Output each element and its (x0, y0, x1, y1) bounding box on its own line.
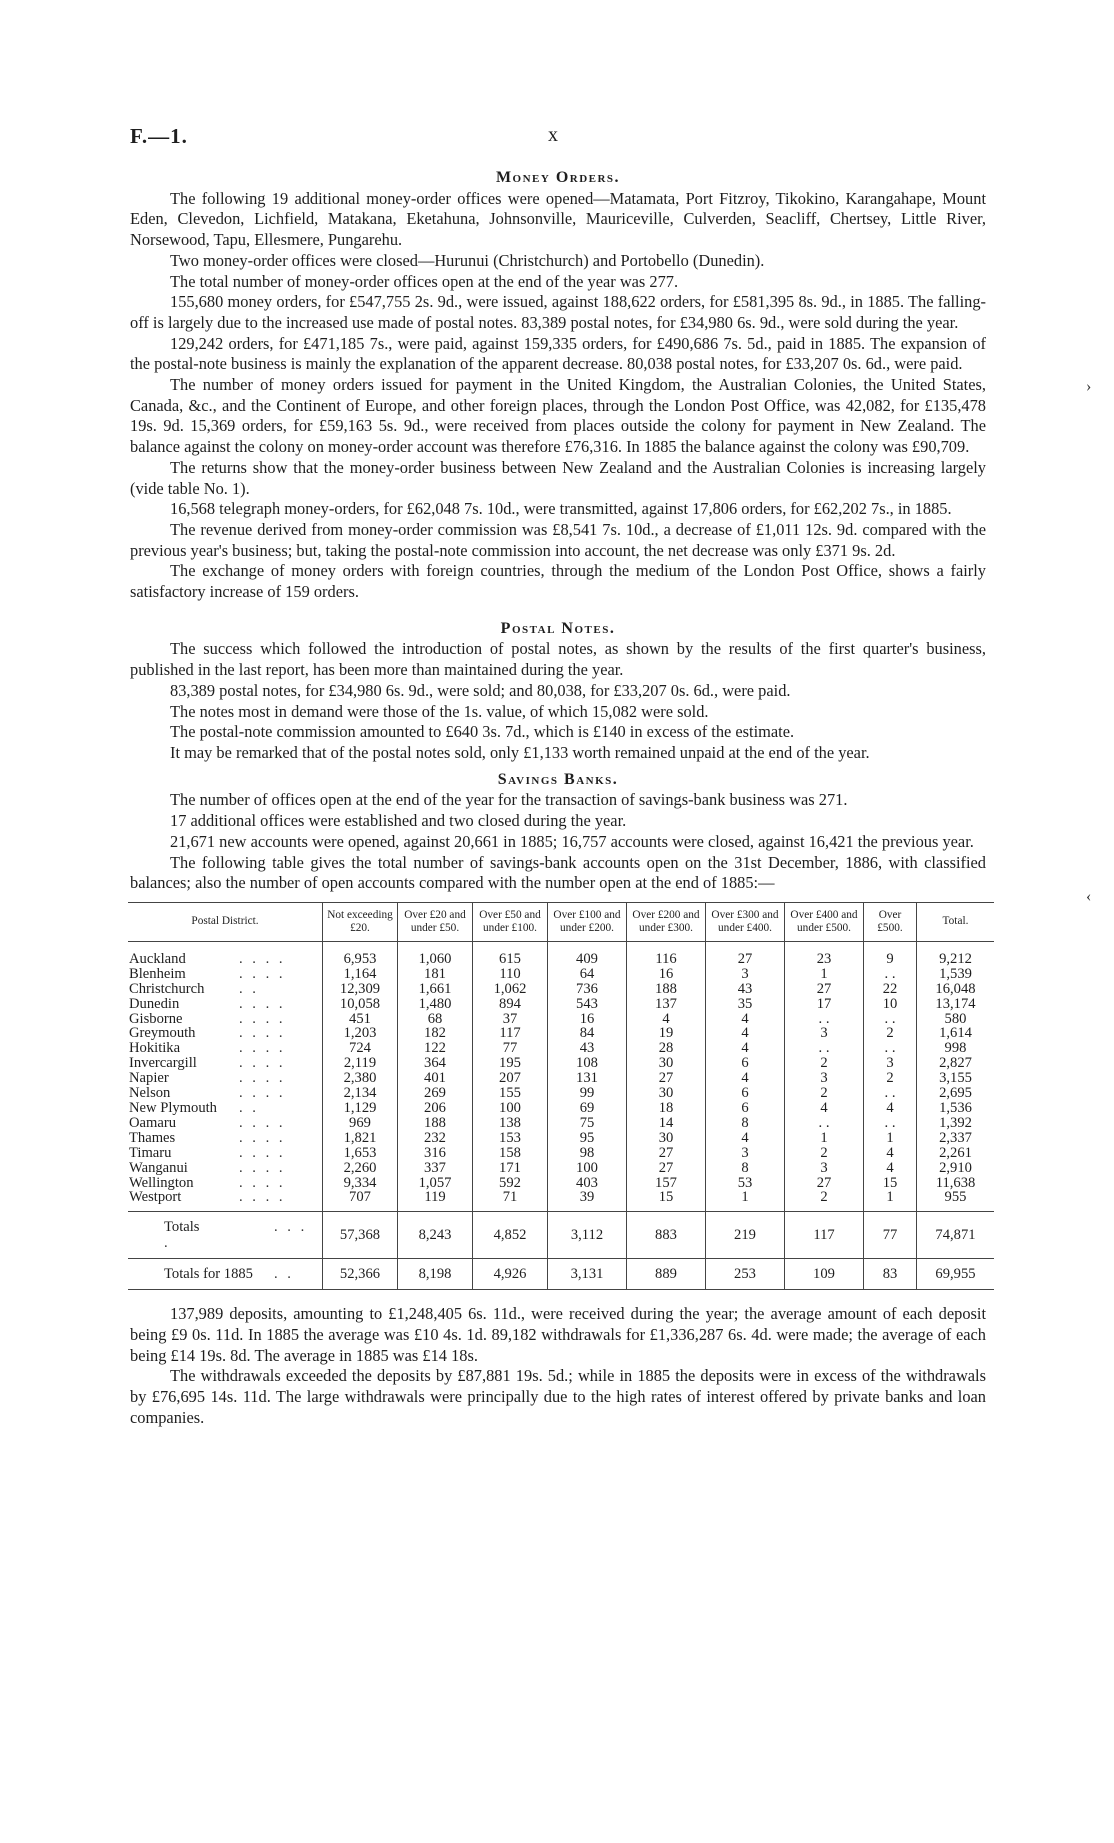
value-cell: 30 (627, 1056, 706, 1071)
paragraph: 137,989 deposits, amounting to £1,248,405 6s. 11d., were received during the year; the average amount of each deposit being £9 0s. 11d. In 1885 the average was £10 4s. 1d. 89,182 withdrawals for £1,336,287 6s. 4d. were made; the average of each being £14 19s. 8d. The average in 1885 was £14 18s. (130, 1304, 986, 1365)
column-header: Over £500. (864, 902, 917, 941)
value-cell: 137 (627, 997, 706, 1012)
value-cell: 6 (706, 1086, 785, 1101)
leader-dots: . . . . (239, 1129, 286, 1146)
value-cell: 1 (785, 1131, 864, 1146)
value-cell: 1,821 (323, 1131, 398, 1146)
value-cell: 11,638 (917, 1176, 995, 1191)
value-cell: 4 (706, 1131, 785, 1146)
leader-dots: . . . . (239, 1174, 286, 1191)
value-cell: 84 (548, 1026, 627, 1041)
paragraph: The number of money orders issued for payment in the United Kingdom, the Australian Colonies, the United States, Canada, &c., and the Continent of Europe, and other foreign places, through the London Post Office, was 42,082, for £135,478 19s. 9d. 15,369 orders, for £59,163 5s. 9d., were received from places outside the colony for payment in New Zealand. The balance against the colony on money-order account was therefore £76,316. In 1885 the balance against the colony was £90,709. (130, 375, 986, 457)
value-cell: 119 (398, 1190, 473, 1205)
leader-dots: . . . . (239, 1055, 286, 1072)
district-cell (128, 1161, 323, 1176)
paragraph: The following 19 additional money-order offices were opened—Matamata, Port Fitzroy, Tikokino, Karangahape, Mount Eden, Clevedon, Lichfield, Matakana, Eketahuna, Johnsonville, Mauriceville, Culverden, Seacliff, Chertsey, Little River, Norsewood, Tapu, Ellesmere, Pungarehu. (130, 188, 986, 250)
margin-mark: ‹ (1086, 888, 1092, 905)
district-name: Gisborne (129, 1010, 183, 1027)
value-cell: 77 (864, 1212, 917, 1259)
paragraph: The postal-note commission amounted to £640 3s. 7d., which is £140 in excess of the estimate. (170, 722, 795, 742)
table-row (128, 1131, 994, 1146)
leader-dots: . . . . (239, 950, 286, 967)
district-name: Greymouth (129, 1025, 196, 1042)
leader-dots: . . . . (239, 1040, 286, 1057)
value-cell: 3 (864, 1056, 917, 1071)
value-cell: 4 (706, 1041, 785, 1056)
value-cell: 195 (473, 1056, 548, 1071)
value-cell: 543 (548, 997, 627, 1012)
value-cell: 3 (706, 967, 785, 982)
value-cell: . . (864, 967, 917, 982)
value-cell: 615 (473, 952, 548, 967)
value-cell: 2 (785, 1146, 864, 1161)
value-cell: 2,119 (323, 1056, 398, 1071)
paragraph: 83,389 postal notes, for £34,980 6s. 9d., were sold; and 80,038, for £33,207 0s. 6d., were paid. (170, 680, 791, 700)
value-cell: 1,164 (323, 967, 398, 982)
leader-dots: . . . . (239, 995, 286, 1012)
district-name: Timaru (129, 1144, 172, 1161)
paragraph: Two money-order offices were closed—Hurunui (Christchurch) and Portobello (Dunedin). (170, 250, 765, 270)
value-cell: 27 (627, 1071, 706, 1086)
district-name: Auckland (129, 950, 186, 967)
value-cell: 364 (398, 1056, 473, 1071)
value-cell: 3 (785, 1071, 864, 1086)
table-row (128, 1190, 994, 1205)
district-cell (128, 1086, 323, 1101)
value-cell: 19 (627, 1026, 706, 1041)
district-cell (128, 1212, 323, 1259)
value-cell: 43 (548, 1041, 627, 1056)
value-cell: 580 (917, 1012, 995, 1027)
district-name: Wellington (129, 1174, 194, 1191)
value-cell: 23 (785, 952, 864, 967)
value-cell: 16,048 (917, 982, 995, 997)
leader-dots: . . . . (239, 1159, 286, 1176)
value-cell: 253 (706, 1259, 785, 1290)
value-cell: 27 (627, 1146, 706, 1161)
table-row (128, 1086, 994, 1101)
value-cell: 4,852 (473, 1212, 548, 1259)
value-cell: 69,955 (917, 1259, 995, 1290)
value-cell: 158 (473, 1146, 548, 1161)
value-cell: 108 (548, 1056, 627, 1071)
page-reference: F.—1. (130, 124, 188, 148)
value-cell: 1,392 (917, 1116, 995, 1131)
value-cell: 15 (864, 1176, 917, 1191)
value-cell: . . (785, 1012, 864, 1027)
value-cell: 52,366 (323, 1259, 398, 1290)
column-header: Over £100 and under £200. (548, 902, 627, 941)
value-cell: 3 (785, 1026, 864, 1041)
value-cell: 117 (785, 1212, 864, 1259)
value-cell: 4,926 (473, 1259, 548, 1290)
value-cell: 83 (864, 1259, 917, 1290)
value-cell: 2,910 (917, 1161, 995, 1176)
value-cell: 1,129 (323, 1101, 398, 1116)
district-name: Christchurch (129, 980, 205, 997)
value-cell: 100 (548, 1161, 627, 1176)
value-cell: 27 (627, 1161, 706, 1176)
value-cell: 16 (627, 967, 706, 982)
district-name: Dunedin (129, 995, 180, 1012)
value-cell: 28 (627, 1041, 706, 1056)
district-name: Thames (129, 1129, 176, 1146)
value-cell: 95 (548, 1131, 627, 1146)
heading-savings-banks: Savings Banks. (497, 770, 619, 788)
value-cell: 2 (864, 1026, 917, 1041)
district-cell (128, 1131, 323, 1146)
value-cell: 157 (627, 1176, 706, 1191)
value-cell: 1,060 (398, 952, 473, 967)
leader-dots: . . . . (239, 965, 286, 982)
value-cell: 30 (627, 1131, 706, 1146)
leader-dots: . . . . (239, 1085, 286, 1102)
value-cell: 1,539 (917, 967, 995, 982)
district-cell (128, 982, 323, 997)
value-cell: 1,653 (323, 1146, 398, 1161)
value-cell: 110 (473, 967, 548, 982)
value-cell: 1 (864, 1131, 917, 1146)
paragraph: 155,680 money orders, for £547,755 2s. 9d., were issued, against 188,622 orders, for £581,395 8s. 9d., in 1885. The falling-off is largely due to the increased use made of postal notes. 83,389 postal notes, for £34,980 6s. 9d., were sold during the year. (130, 292, 986, 332)
value-cell: 8 (706, 1161, 785, 1176)
value-cell: 1,057 (398, 1176, 473, 1191)
district-cell (128, 997, 323, 1012)
value-cell: 724 (323, 1041, 398, 1056)
value-cell: 1,536 (917, 1101, 995, 1116)
value-cell: 188 (398, 1116, 473, 1131)
leader-dots: . . . . (239, 1144, 286, 1161)
paragraph: The exchange of money orders with foreign countries, through the medium of the London Post Office, shows a fairly satisfactory increase of 159 orders. (130, 561, 986, 602)
value-cell: 15 (627, 1190, 706, 1205)
value-cell: 16 (548, 1012, 627, 1027)
value-cell: 188 (627, 982, 706, 997)
paragraph: The withdrawals exceeded the deposits by £87,881 19s. 5d.; while in 1885 the deposits were in excess of the withdrawals by £76,695 14s. 11d. The large withdrawals were principally due to the high rates of interest offered by private banks and loan companies. (130, 1366, 986, 1427)
table-row (128, 1146, 994, 1161)
value-cell: 955 (917, 1190, 995, 1205)
value-cell: 8,243 (398, 1212, 473, 1259)
value-cell: 1 (864, 1190, 917, 1205)
totals-row (128, 1212, 994, 1259)
leader-dots: . . (239, 1099, 259, 1116)
district-name: Blenheim (129, 965, 186, 982)
value-cell: 894 (473, 997, 548, 1012)
value-cell: 232 (398, 1131, 473, 1146)
table-row (128, 1026, 994, 1041)
value-cell: 74,871 (917, 1212, 995, 1259)
value-cell: . . (864, 1086, 917, 1101)
paragraph: 17 additional offices were established and two closed during the year. (170, 811, 627, 831)
district-cell (128, 1146, 323, 1161)
district-cell (128, 1056, 323, 1071)
value-cell: 998 (917, 1041, 995, 1056)
value-cell: 2 (785, 1086, 864, 1101)
value-cell: 4 (864, 1101, 917, 1116)
district-cell (128, 1259, 323, 1290)
leader-dots: . . . . (239, 1189, 286, 1206)
savings-banks-section (130, 790, 986, 894)
district-name: Westport (129, 1189, 182, 1206)
table-row (128, 1041, 994, 1056)
value-cell: 316 (398, 1146, 473, 1161)
value-cell: 182 (398, 1026, 473, 1041)
value-cell: . . (864, 1012, 917, 1027)
value-cell: 2,695 (917, 1086, 995, 1101)
value-cell: 98 (548, 1146, 627, 1161)
value-cell: 57,368 (323, 1212, 398, 1259)
value-cell: 4 (864, 1146, 917, 1161)
value-cell: 2,380 (323, 1071, 398, 1086)
value-cell: 207 (473, 1071, 548, 1086)
value-cell: 99 (548, 1086, 627, 1101)
value-cell: 3,131 (548, 1259, 627, 1290)
district-cell (128, 1116, 323, 1131)
paragraph: It may be remarked that of the postal notes sold, only £1,133 worth remained unpaid at the end of the year. (170, 742, 870, 762)
column-header: Over £20 and under £50. (398, 902, 473, 941)
value-cell: 37 (473, 1012, 548, 1027)
paragraph: The notes most in demand were those of the 1s. value, of which 15,082 were sold. (170, 701, 709, 721)
money-orders-section (130, 189, 986, 603)
value-cell: 116 (627, 952, 706, 967)
value-cell: 9,334 (323, 1176, 398, 1191)
value-cell: 889 (627, 1259, 706, 1290)
table-row (128, 997, 994, 1012)
column-header: Over £300 and under £400. (706, 902, 785, 941)
leader-dots: . . . . (239, 1010, 286, 1027)
district-cell (128, 952, 323, 967)
district-cell (128, 1190, 323, 1205)
value-cell: 6 (706, 1101, 785, 1116)
value-cell: 8 (706, 1116, 785, 1131)
value-cell: 171 (473, 1161, 548, 1176)
district-cell (128, 1041, 323, 1056)
value-cell: 4 (706, 1071, 785, 1086)
district-cell (128, 1101, 323, 1116)
value-cell: 1,661 (398, 982, 473, 997)
leader-dots: . . . . (239, 1070, 286, 1087)
content-column (130, 168, 986, 1429)
leader-dots: . . . . (239, 1025, 286, 1042)
value-cell: 27 (785, 982, 864, 997)
value-cell: 736 (548, 982, 627, 997)
value-cell: 4 (864, 1161, 917, 1176)
value-cell: 592 (473, 1176, 548, 1191)
value-cell: 117 (473, 1026, 548, 1041)
value-cell: 401 (398, 1071, 473, 1086)
value-cell: 64 (548, 967, 627, 982)
district-name: Hokitika (129, 1040, 181, 1057)
value-cell: 4 (706, 1026, 785, 1041)
table-row (128, 1012, 994, 1027)
value-cell: 8,198 (398, 1259, 473, 1290)
district-cell (128, 1012, 323, 1027)
value-cell: 409 (548, 952, 627, 967)
column-header: Not exceeding £20. (323, 902, 398, 941)
value-cell: 451 (323, 1012, 398, 1027)
value-cell: 219 (706, 1212, 785, 1259)
value-cell: 12,309 (323, 982, 398, 997)
value-cell: 131 (548, 1071, 627, 1086)
value-cell: 2,827 (917, 1056, 995, 1071)
district-cell (128, 1071, 323, 1086)
value-cell: 1,062 (473, 982, 548, 997)
table-row (128, 952, 994, 967)
value-cell: 27 (706, 952, 785, 967)
value-cell: 6 (706, 1056, 785, 1071)
value-cell: 2 (785, 1190, 864, 1205)
value-cell: 53 (706, 1176, 785, 1191)
paragraph: The success which followed the introduction of postal notes, as shown by the results of the first quarter's business, published in the last report, has been more than maintained during the year. (130, 639, 986, 680)
value-cell: 969 (323, 1116, 398, 1131)
value-cell: . . (864, 1116, 917, 1131)
value-cell: 1,480 (398, 997, 473, 1012)
value-cell: . . (785, 1041, 864, 1056)
value-cell: 43 (706, 982, 785, 997)
value-cell: 2 (785, 1056, 864, 1071)
leader-dots: . . . . (164, 1219, 308, 1252)
value-cell: 2,260 (323, 1161, 398, 1176)
value-cell: 3 (706, 1146, 785, 1161)
heading-money-orders: Money Orders. (495, 169, 621, 186)
value-cell: 10,058 (323, 997, 398, 1012)
leader-dots: . . (274, 1266, 294, 1283)
leader-dots: . . (239, 980, 259, 997)
value-cell: 1 (706, 1190, 785, 1205)
district-name: Wanganui (129, 1159, 188, 1176)
district-cell (128, 1176, 323, 1191)
paragraph: The returns show that the money-order business between New Zealand and the Australian Colonies is increasing largely (vide table No. 1). (130, 457, 986, 498)
value-cell: 4 (627, 1012, 706, 1027)
district-name: Nelson (129, 1085, 171, 1102)
value-cell: 2,337 (917, 1131, 995, 1146)
paragraph: The number of offices open at the end of the year for the transaction of savings-bank business was 271. (170, 790, 848, 810)
value-cell: 35 (706, 997, 785, 1012)
table-row (128, 967, 994, 982)
paragraph: 129,242 orders, for £471,185 7s., were paid, against 159,335 orders, for £490,686 7s. 5d., paid in 1885. The expansion of the postal-note business is mainly the explanation of the apparent decrease. 80,038 postal notes, for £33,207 0s. 6d., were paid. (130, 333, 986, 374)
page-number: x (548, 124, 558, 146)
column-header: Over £400 and under £500. (785, 902, 864, 941)
paragraph: 21,671 new accounts were opened, against 20,661 in 1885; 16,757 accounts were closed, against 16,421 the previous year. (170, 831, 974, 851)
table-row (128, 1056, 994, 1071)
savings-bank-accounts-table (128, 902, 994, 1290)
district-cell (128, 967, 323, 982)
value-cell: 4 (785, 1101, 864, 1116)
value-cell: 138 (473, 1116, 548, 1131)
table-row (128, 982, 994, 997)
value-cell: 269 (398, 1086, 473, 1101)
value-cell: . . (864, 1041, 917, 1056)
value-cell: 1,203 (323, 1026, 398, 1041)
value-cell: 155 (473, 1086, 548, 1101)
value-cell: 883 (627, 1212, 706, 1259)
value-cell: 68 (398, 1012, 473, 1027)
value-cell: 707 (323, 1190, 398, 1205)
value-cell: 18 (627, 1101, 706, 1116)
table-row (128, 1071, 994, 1086)
value-cell: 27 (785, 1176, 864, 1191)
value-cell: 100 (473, 1101, 548, 1116)
column-header: Total. (917, 902, 995, 941)
value-cell: 9 (864, 952, 917, 967)
value-cell: 77 (473, 1041, 548, 1056)
value-cell: 30 (627, 1086, 706, 1101)
value-cell: 14 (627, 1116, 706, 1131)
column-header: Over £50 and under £100. (473, 902, 548, 941)
value-cell: 1 (785, 967, 864, 982)
district-cell (128, 1026, 323, 1041)
value-cell: . . (785, 1116, 864, 1131)
margin-mark: › (1086, 378, 1092, 395)
value-cell: 75 (548, 1116, 627, 1131)
column-header: Postal District. (128, 902, 323, 941)
heading-postal-notes: Postal Notes. (500, 619, 616, 637)
value-cell: 6,953 (323, 952, 398, 967)
value-cell: 109 (785, 1259, 864, 1290)
district-name: Oamaru (129, 1114, 177, 1131)
value-cell: 153 (473, 1131, 548, 1146)
table-row (128, 1116, 994, 1131)
district-name: New Plymouth (129, 1099, 217, 1116)
value-cell: 2,134 (323, 1086, 398, 1101)
value-cell: 17 (785, 997, 864, 1012)
value-cell: 206 (398, 1101, 473, 1116)
value-cell: 39 (548, 1190, 627, 1205)
table-row (128, 1101, 994, 1116)
value-cell: 69 (548, 1101, 627, 1116)
value-cell: 181 (398, 967, 473, 982)
value-cell: 22 (864, 982, 917, 997)
value-cell: 3,112 (548, 1212, 627, 1259)
value-cell: 2,261 (917, 1146, 995, 1161)
value-cell: 337 (398, 1161, 473, 1176)
district-name: Invercargill (129, 1055, 197, 1072)
district-name: Totals (164, 1219, 200, 1236)
paragraph: The total number of money-order offices open at the end of the year was 277. (170, 271, 679, 291)
district-name: Napier (129, 1070, 169, 1087)
table-header-row (128, 902, 994, 941)
value-cell: 3,155 (917, 1071, 995, 1086)
paragraph: 16,568 telegraph money-orders, for £62,048 7s. 10d., were transmitted, against 17,806 orders, for £62,202 7s., in 1885. (170, 499, 952, 519)
totals-1885-row (128, 1259, 994, 1290)
value-cell: 13,174 (917, 997, 995, 1012)
leader-dots: . . . . (239, 1114, 286, 1131)
paragraph: The revenue derived from money-order commission was £8,541 7s. 10d., a decrease of £1,011 12s. 9d. compared with the previous year's business; but, taking the postal-note commission into account, the net decrease was only £371 9s. 2d. (130, 519, 986, 560)
value-cell: 122 (398, 1041, 473, 1056)
paragraph: The following table gives the total number of savings-bank accounts open on the 31st December, 1886, with classified balances; also the number of open accounts compared with the number open at the end of 1885:— (130, 852, 986, 893)
value-cell: 3 (785, 1161, 864, 1176)
value-cell: 4 (706, 1012, 785, 1027)
column-header: Over £200 and under £300. (627, 902, 706, 941)
table-row (128, 1161, 994, 1176)
value-cell: 2 (864, 1071, 917, 1086)
value-cell: 1,614 (917, 1026, 995, 1041)
postal-notes-section (130, 639, 986, 763)
district-name: Totals for 1885 (164, 1266, 253, 1283)
value-cell: 9,212 (917, 952, 995, 967)
savings-banks-after-table (130, 1304, 986, 1428)
value-cell: 71 (473, 1190, 548, 1205)
value-cell: 403 (548, 1176, 627, 1191)
value-cell: 10 (864, 997, 917, 1012)
table-row (128, 1176, 994, 1191)
